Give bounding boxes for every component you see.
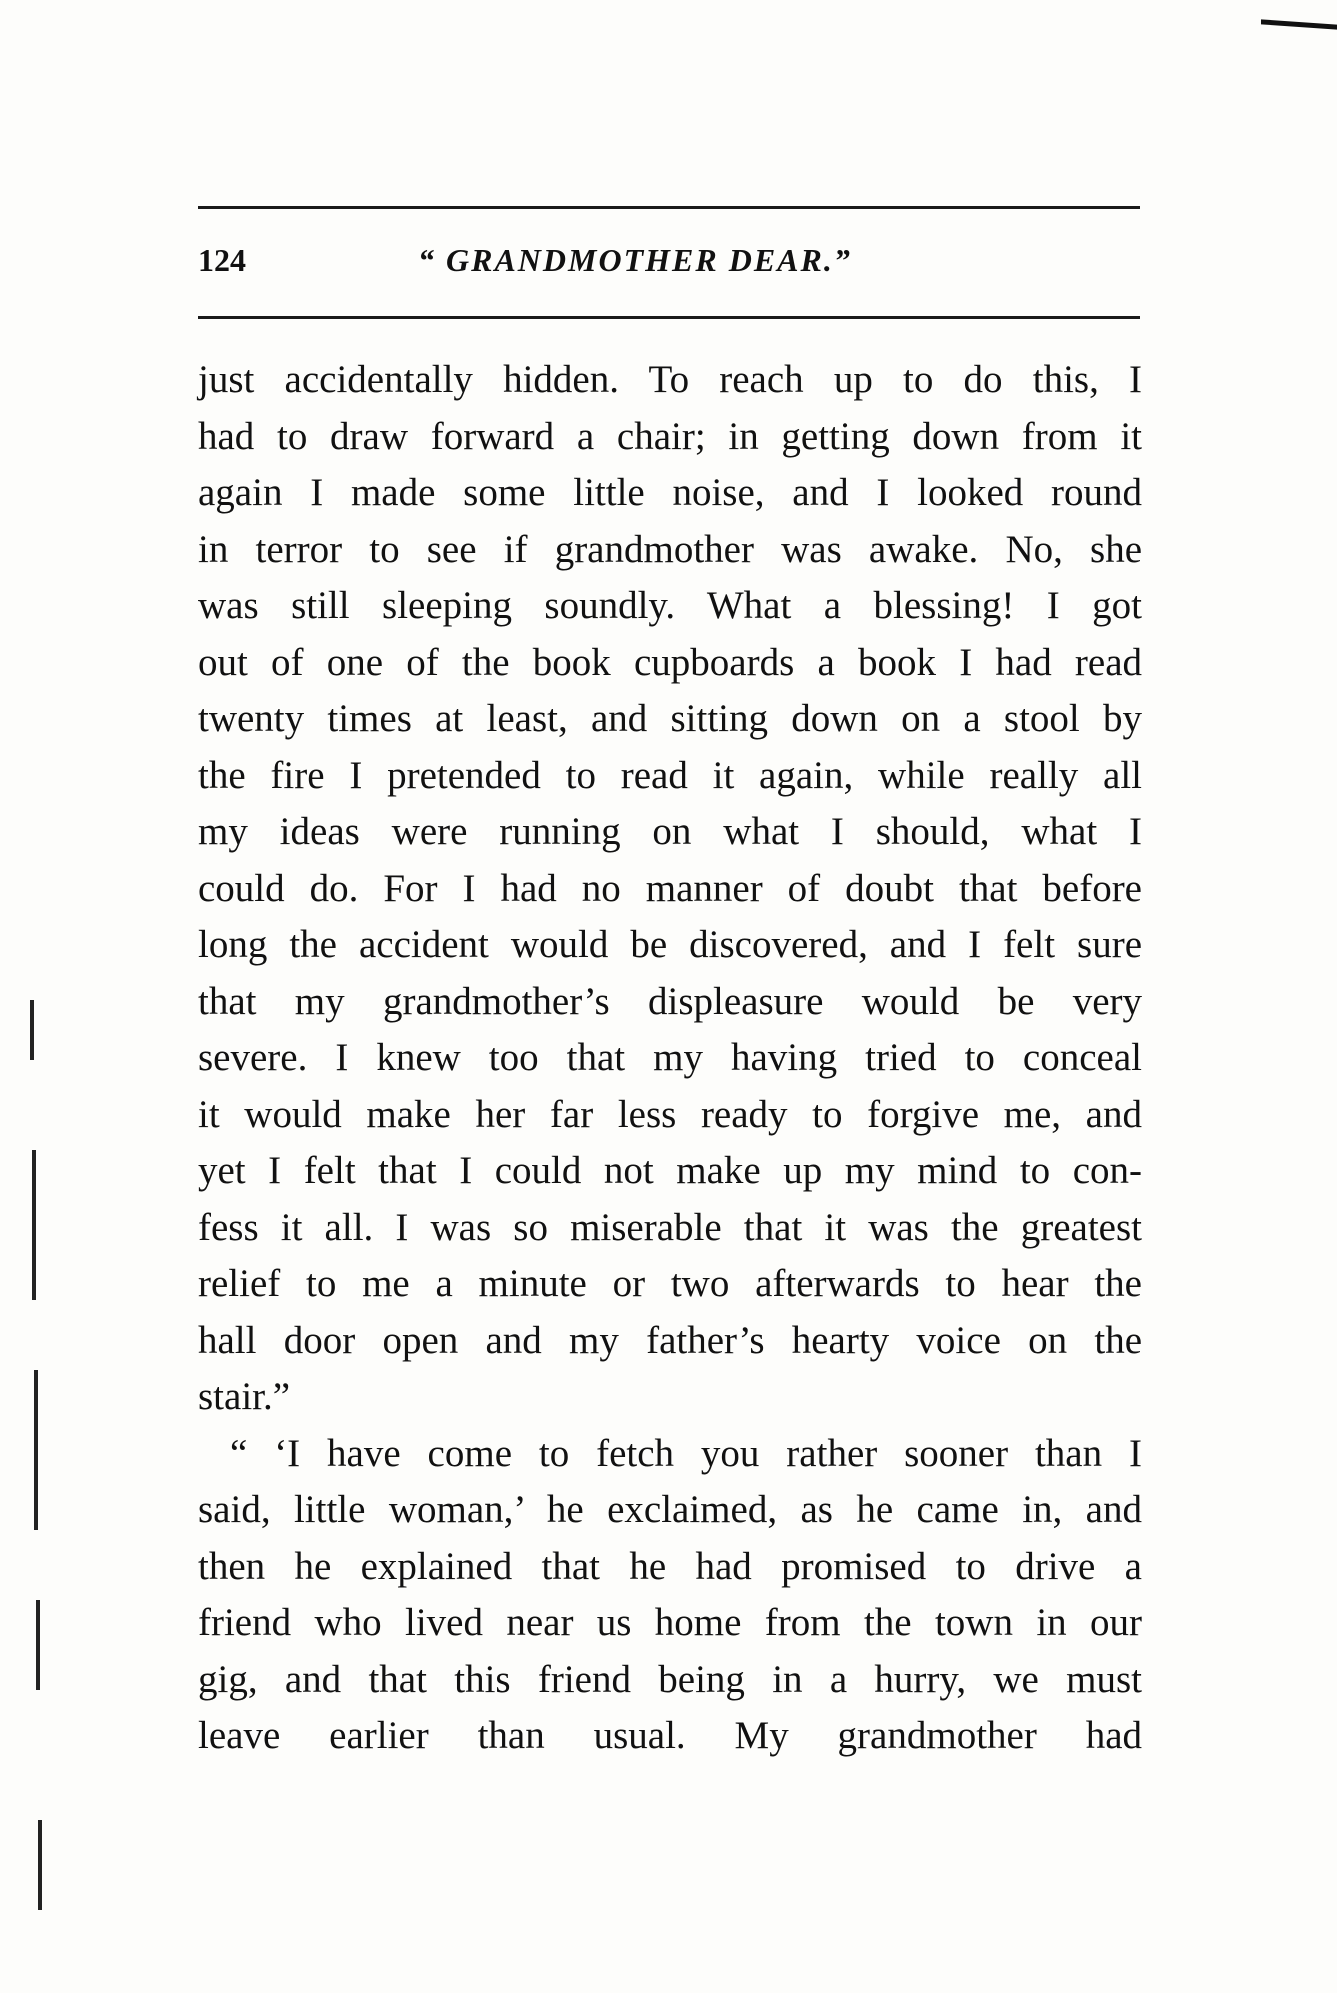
text-line: that my grandmother’s displeasure would be very <box>198 979 1142 1023</box>
text-line: twenty times at least, and sitting down on a stool by <box>198 697 1142 740</box>
text-line: yet I felt that I could not make up my mind to con- <box>198 1149 1142 1192</box>
margin-mark <box>38 1820 42 1910</box>
text-line: long the accident would be discovered, and I felt sure <box>198 923 1142 966</box>
text-line: in terror to see if grandmother was awake. No, she <box>198 527 1142 571</box>
text-line: fess it all. I was so miserable that it was the greatest <box>198 1205 1142 1249</box>
text-line: relief to me a minute or two afterwards to hear the <box>198 1262 1142 1305</box>
page-number: 124 <box>198 242 246 278</box>
text-line: the fire I pretended to read it again, while really all <box>198 753 1142 797</box>
running-header <box>198 242 1140 292</box>
header-rule-top <box>198 206 1140 209</box>
text-line: gig, and that this friend being in a hurry, we must <box>198 1657 1142 1701</box>
text-line: my ideas were running on what I should, what I <box>198 810 1142 853</box>
text-line: “ ‘I have come to fetch you rather sooner than I <box>230 1431 1142 1475</box>
text-line: out of one of the book cupboards a book I had read <box>198 640 1142 684</box>
text-line: leave earlier than usual. My grandmother had <box>198 1714 1142 1757</box>
margin-mark <box>32 1150 36 1300</box>
text-line: had to draw forward a chair; in getting down from it <box>198 414 1142 458</box>
text-line: could do. For I had no manner of doubt that before <box>198 866 1142 910</box>
margin-mark <box>36 1600 40 1690</box>
text-line: severe. I knew too that my having tried to conceal <box>198 1036 1142 1079</box>
margin-mark <box>34 1370 38 1530</box>
text-line: stair.” <box>198 1375 291 1418</box>
text-line: hall door open and my father’s hearty voice on the <box>198 1318 1142 1362</box>
text-line: said, little woman,’ he exclaimed, as he came in, and <box>198 1488 1142 1531</box>
body-text <box>198 352 1142 1765</box>
text-line: was still sleeping soundly. What a blessing! I got <box>198 584 1142 627</box>
scan-edge-mark <box>1261 19 1337 29</box>
text-line: then he explained that he had promised to drive a <box>198 1544 1142 1588</box>
text-line: it would make her far less ready to forgive me, and <box>198 1092 1142 1136</box>
text-line: again I made some little noise, and I looked round <box>198 471 1142 514</box>
running-title: “ GRANDMOTHER DEAR.” <box>418 242 852 278</box>
margin-mark <box>30 1000 34 1060</box>
text-line: just accidentally hidden. To reach up to do this, I <box>198 358 1142 401</box>
text-line: friend who lived near us home from the town in our <box>198 1601 1142 1644</box>
header-rule-bottom <box>198 316 1140 319</box>
